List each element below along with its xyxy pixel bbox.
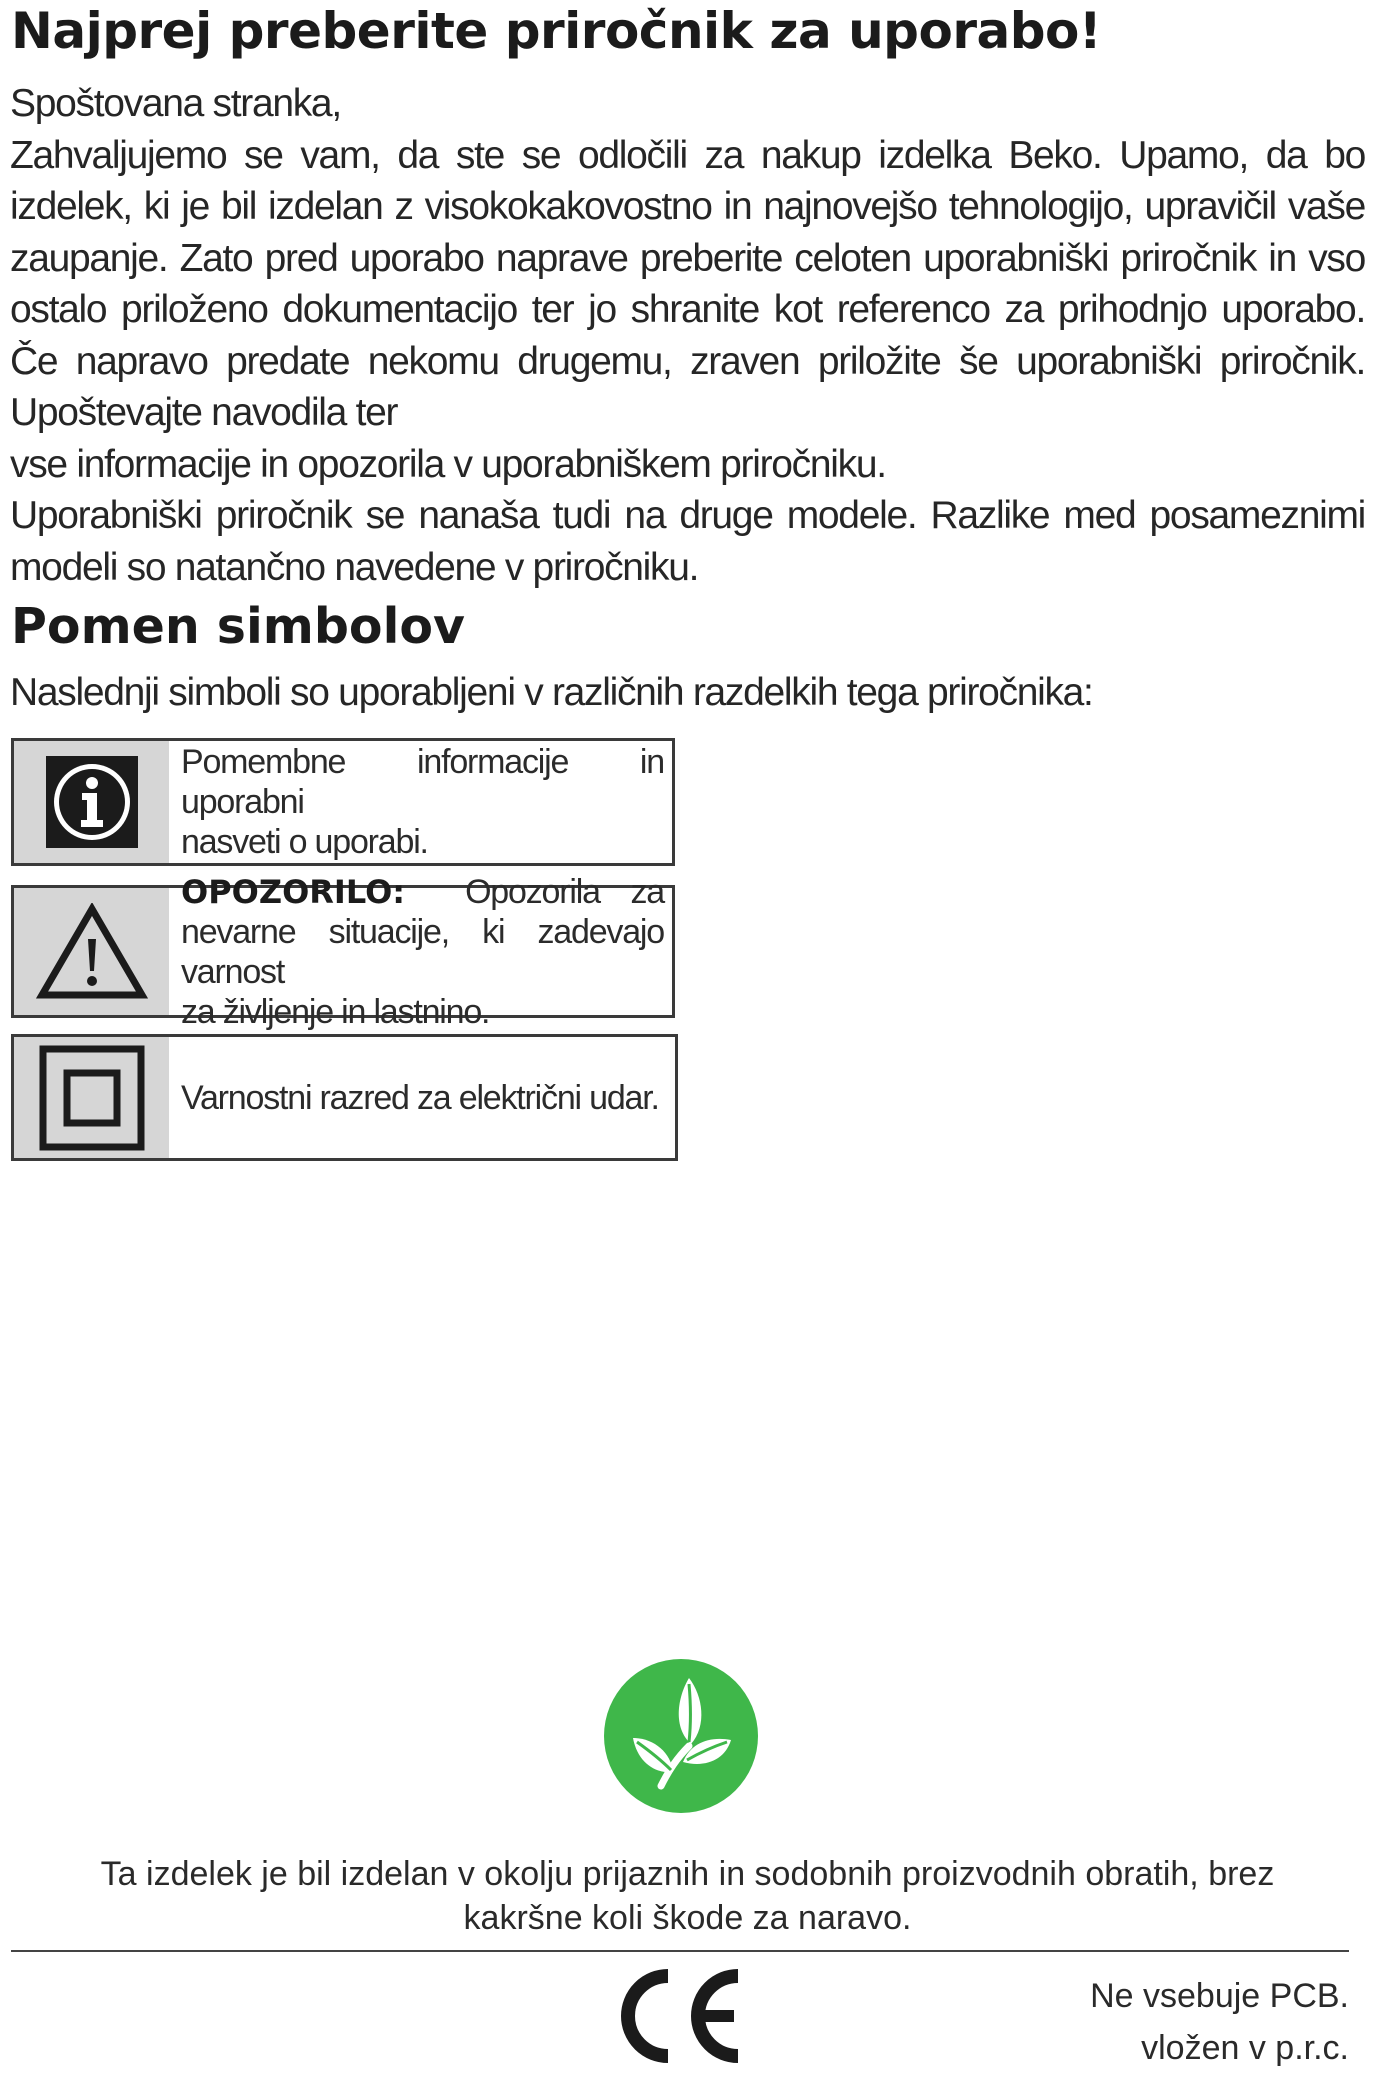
section-title: Pomen simbolov	[11, 598, 465, 655]
intro-paragraph-1-end: vse informacije in opozorila v uporabniškem priročniku.	[10, 442, 886, 486]
info-icon	[46, 756, 138, 848]
symbol-info-line-1: Pomembne informacije in uporabni	[181, 743, 664, 821]
warning-triangle-icon	[36, 903, 148, 1001]
symbol-icon-cell	[14, 741, 169, 863]
symbol-insulation-line-1: Varnostni razred za električni udar.	[181, 1078, 659, 1117]
footer-note-line-1: Ne vsebuje PCB.	[1090, 1977, 1349, 2015]
page-title: Najprej preberite priročnik za uporabo!	[11, 2, 1102, 60]
symbol-info-line-2: nasveti o uporabi.	[181, 823, 428, 861]
symbol-warning-text	[169, 872, 672, 1031]
intro-paragraph-1: Zahvaljujemo se vam, da ste se odločili za nakup izdelka Beko. Upamo, da bo izdelek, ki je bil izdelan z visokokakovostno in najnovejšo tehnologijo, upravičil vaše zaupanje. Zato pred uporabo naprave preberite celoten uporabniški priročnik in vso ostalo priloženo dokumentacijo ter jo shranite kot referenco za prihodnjo uporabo. Če napravo predate nekomu drugemu, zraven priložite še uporabniški priročnik. Upoštevajte navodila ter	[10, 133, 1365, 434]
warning-line-1-words: Opozorila za	[465, 872, 664, 911]
section-intro: Naslednji simboli so uporabljeni v različnih razdelkih tega priročnika:	[10, 671, 1093, 714]
eco-line-2: kakršne koli škode za naravo.	[463, 1899, 912, 1937]
symbol-insulation-box	[11, 1034, 678, 1161]
eco-line-1: Ta izdelek je bil izdelan v okolju prijaznih in sodobnih proizvodnih obratih, brez	[100, 1855, 1275, 1893]
symbol-warning-line-1	[181, 872, 664, 912]
footer-note-line-2: vložen v p.r.c.	[1141, 2029, 1349, 2067]
ce-mark-icon	[610, 1966, 750, 2066]
symbol-info-box	[11, 738, 675, 866]
symbol-warning-box	[11, 872, 675, 1031]
eco-statement	[0, 1852, 1375, 1940]
symbol-warning-line-3: za življenje in lastnino.	[181, 992, 490, 1031]
symbol-insulation-text	[169, 1037, 675, 1158]
footer-note	[1090, 1970, 1349, 2074]
intro-text	[10, 78, 1365, 593]
double-insulation-icon	[39, 1045, 145, 1151]
intro-paragraph-2: Uporabniški priročnik se nanaša tudi na druge modele. Razlike med posameznimi	[10, 494, 1365, 537]
symbol-icon-cell	[14, 888, 169, 1015]
intro-paragraph-2-end: modeli so natančno navedene v priročniku.	[10, 545, 699, 589]
greeting: Spoštovana stranka,	[10, 82, 341, 125]
symbol-warning-line-2: nevarne situacije, ki zadevajo varnost	[181, 912, 664, 991]
footer-divider	[11, 1950, 1349, 1952]
symbol-warning-line-1-text	[405, 872, 664, 912]
symbol-info-text	[169, 741, 672, 863]
leaf-icon	[603, 1658, 759, 1814]
warning-label: OPOZORILO:	[181, 872, 406, 911]
symbol-icon-cell	[14, 1037, 169, 1158]
